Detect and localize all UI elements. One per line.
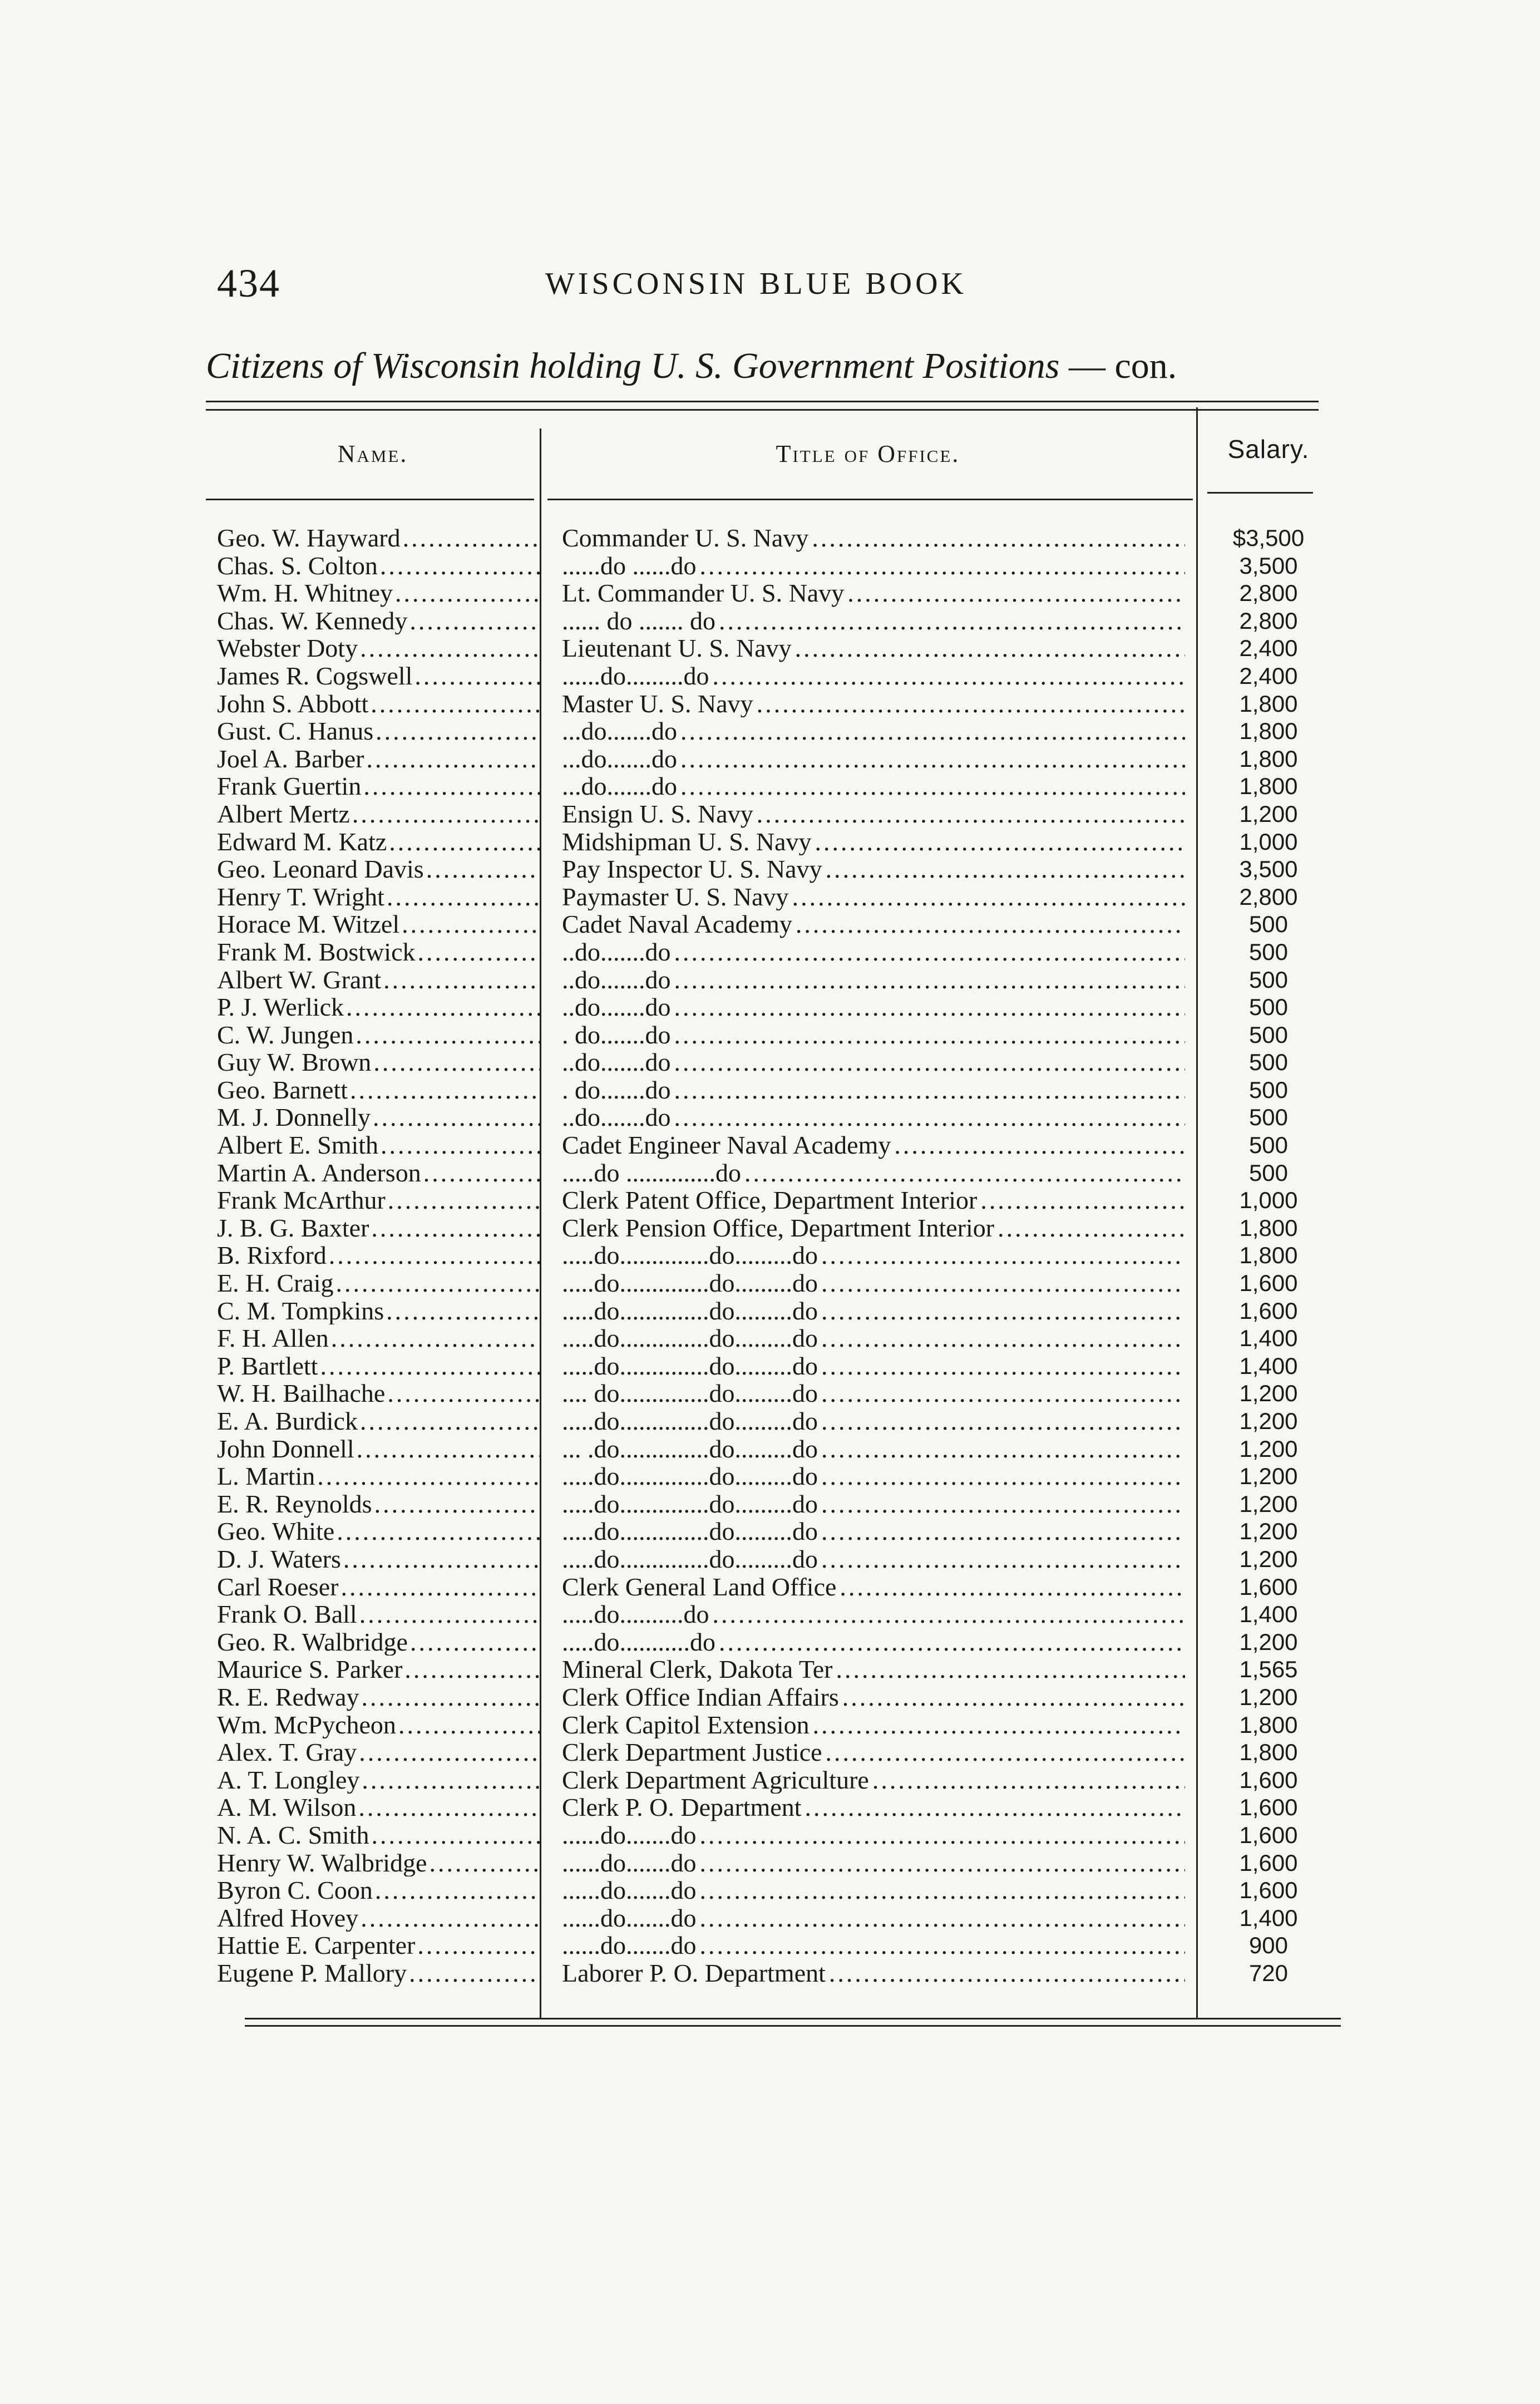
office-cell: .....do..............do.........do ..... bbox=[562, 1545, 1185, 1573]
name-cell: James R. Cogswell ..... bbox=[217, 662, 540, 690]
salary-cell: 2,400 bbox=[1239, 662, 1298, 689]
table-row bbox=[206, 1518, 1341, 1545]
office-cell: ..do.......do ..... bbox=[562, 966, 1185, 994]
office-cell: ..do.......do ..... bbox=[562, 993, 1185, 1021]
office-cell: .....do..........do ..... bbox=[562, 1600, 1185, 1628]
name-cell: Hattie E. Carpenter ..... bbox=[217, 1932, 540, 1959]
name-cell: Chas. S. Colton ..... bbox=[217, 552, 540, 580]
name-cell: Frank M. Bostwick ..... bbox=[217, 938, 540, 966]
office-cell: Clerk Department Agriculture ..... bbox=[562, 1766, 1185, 1794]
table-row bbox=[206, 1932, 1341, 1959]
name-cell: Frank Guertin ..... bbox=[217, 772, 540, 800]
name-cell: Wm. McPycheon ..... bbox=[217, 1711, 540, 1739]
table-row bbox=[206, 1821, 1341, 1849]
table-row bbox=[206, 1849, 1341, 1877]
salary-cell: 500 bbox=[1248, 1104, 1289, 1131]
table-row bbox=[206, 1435, 1341, 1463]
name-cell: F. H. Allen ..... bbox=[217, 1324, 540, 1352]
name-cell: Alfred Hovey ..... bbox=[217, 1904, 540, 1932]
name-cell: Geo. Barnett ..... bbox=[217, 1076, 540, 1104]
salary-cell: 500 bbox=[1248, 1132, 1289, 1159]
salary-cell: $3,500 bbox=[1232, 525, 1305, 551]
salary-cell: 2,800 bbox=[1239, 607, 1298, 634]
name-cell: Albert W. Grant ..... bbox=[217, 966, 540, 994]
salary-cell: 1,565 bbox=[1239, 1656, 1298, 1683]
salary-cell: 1,200 bbox=[1239, 1435, 1298, 1462]
salary-cell: 1,200 bbox=[1239, 1408, 1298, 1434]
table-row bbox=[206, 800, 1341, 828]
salary-cell: 1,400 bbox=[1239, 1601, 1298, 1628]
office-cell: Clerk General Land Office ..... bbox=[562, 1573, 1185, 1601]
office-cell: Lt. Commander U. S. Navy ..... bbox=[562, 579, 1185, 607]
office-cell: ..do.......do ..... bbox=[562, 938, 1185, 966]
name-cell: Alex. T. Gray ..... bbox=[217, 1738, 540, 1766]
name-cell: E. R. Reynolds ..... bbox=[217, 1490, 540, 1518]
office-cell: Clerk Pension Office, Department Interior ..... bbox=[562, 1214, 1185, 1242]
table-row bbox=[206, 855, 1341, 883]
salary-cell: 1,200 bbox=[1239, 800, 1298, 827]
positions-table bbox=[206, 401, 1341, 2023]
table-row bbox=[206, 1683, 1341, 1711]
name-cell: B. Rixford ..... bbox=[217, 1242, 540, 1269]
name-cell: P. J. Werlick ..... bbox=[217, 993, 540, 1021]
table-row bbox=[206, 579, 1341, 607]
name-cell: C. M. Tompkins ..... bbox=[217, 1297, 540, 1325]
name-cell: Geo. W. Hayward ..... bbox=[217, 524, 540, 552]
salary-cell: 900 bbox=[1248, 1932, 1289, 1959]
table-row bbox=[206, 1462, 1341, 1490]
name-cell: Eugene P. Mallory ..... bbox=[217, 1959, 540, 1987]
name-cell: John S. Abbott ..... bbox=[217, 690, 540, 718]
name-cell: N. A. C. Smith ..... bbox=[217, 1821, 540, 1849]
table-row bbox=[206, 662, 1341, 690]
office-cell: Lieutenant U. S. Navy ..... bbox=[562, 634, 1185, 662]
office-cell: .....do ..............do ..... bbox=[562, 1159, 1185, 1187]
name-cell: Geo. Leonard Davis ..... bbox=[217, 855, 540, 883]
name-cell: Guy W. Brown ..... bbox=[217, 1048, 540, 1076]
office-cell: ......do.......do ..... bbox=[562, 1932, 1185, 1959]
salary-cell: 1,200 bbox=[1239, 1545, 1298, 1572]
office-cell: Ensign U. S. Navy ..... bbox=[562, 800, 1185, 828]
table-row bbox=[206, 634, 1341, 662]
name-cell: J. B. G. Baxter ..... bbox=[217, 1214, 540, 1242]
table-row bbox=[206, 745, 1341, 773]
office-cell: Mineral Clerk, Dakota Ter ..... bbox=[562, 1656, 1185, 1683]
salary-cell: 500 bbox=[1248, 994, 1289, 1021]
table-row bbox=[206, 1904, 1341, 1932]
salary-cell: 500 bbox=[1248, 938, 1289, 965]
table-row bbox=[206, 1242, 1341, 1269]
table-row bbox=[206, 883, 1341, 911]
office-cell: . do.......do ..... bbox=[562, 1021, 1185, 1049]
salary-cell: 1,800 bbox=[1239, 1711, 1298, 1738]
office-cell: ..do.......do ..... bbox=[562, 1048, 1185, 1076]
salary-cell: 500 bbox=[1248, 911, 1289, 938]
table-row bbox=[206, 1628, 1341, 1656]
table-row bbox=[206, 1159, 1341, 1187]
salary-cell: 2,800 bbox=[1239, 883, 1298, 910]
salary-cell: 1,800 bbox=[1239, 773, 1298, 800]
name-cell: C. W. Jungen ..... bbox=[217, 1021, 540, 1049]
table-row bbox=[206, 1186, 1341, 1214]
salary-cell: 1,800 bbox=[1239, 745, 1298, 772]
table-row bbox=[206, 1214, 1341, 1242]
table-row bbox=[206, 1352, 1341, 1380]
name-cell: John Donnell ..... bbox=[217, 1435, 540, 1463]
table-row bbox=[206, 1545, 1341, 1573]
name-cell: M. J. Donnelly ..... bbox=[217, 1104, 540, 1131]
table-row bbox=[206, 1738, 1341, 1766]
office-cell: Clerk Patent Office, Department Interior ..... bbox=[562, 1186, 1185, 1214]
office-cell: Laborer P. O. Department ..... bbox=[562, 1959, 1185, 1987]
column-header-salary: Salary. bbox=[1227, 435, 1310, 464]
salary-cell: 2,400 bbox=[1239, 635, 1298, 662]
name-cell: P. Bartlett ..... bbox=[217, 1352, 540, 1380]
name-cell: Geo. R. Walbridge ..... bbox=[217, 1628, 540, 1656]
salary-cell: 1,600 bbox=[1239, 1766, 1298, 1793]
table-bottom-rule bbox=[245, 2018, 1341, 2027]
name-cell: Martin A. Anderson ..... bbox=[217, 1159, 540, 1187]
table-row bbox=[206, 938, 1341, 966]
table-row bbox=[206, 1076, 1341, 1104]
name-cell: A. M. Wilson ..... bbox=[217, 1794, 540, 1821]
salary-cell: 1,800 bbox=[1239, 1242, 1298, 1269]
salary-cell: 1,200 bbox=[1239, 1463, 1298, 1490]
salary-cell: 1,600 bbox=[1239, 1821, 1298, 1848]
salary-cell: 1,600 bbox=[1239, 1573, 1298, 1600]
name-cell: A. T. Longley ..... bbox=[217, 1766, 540, 1794]
column-header-name: Name. bbox=[337, 440, 408, 467]
office-cell: .... do..............do.........do ..... bbox=[562, 1380, 1185, 1407]
table-row bbox=[206, 1600, 1341, 1628]
salary-cell: 1,400 bbox=[1239, 1325, 1298, 1352]
name-cell: Gust. C. Hanus ..... bbox=[217, 717, 540, 745]
table-row bbox=[206, 1324, 1341, 1352]
table-caption-text: Citizens of Wisconsin holding U. S. Government Positions bbox=[206, 346, 1060, 386]
column-header-office: Title of Office. bbox=[776, 440, 960, 467]
page-header bbox=[217, 260, 1319, 311]
page-number: 434 bbox=[217, 261, 280, 306]
salary-cell: 1,200 bbox=[1239, 1628, 1298, 1655]
office-cell: ......do.......do ..... bbox=[562, 1821, 1185, 1849]
table-row bbox=[206, 1656, 1341, 1683]
salary-cell: 1,200 bbox=[1239, 1518, 1298, 1545]
table-caption bbox=[206, 345, 1319, 387]
salary-header-rule bbox=[1207, 492, 1313, 494]
office-cell: Master U. S. Navy ..... bbox=[562, 690, 1185, 718]
name-cell: D. J. Waters ..... bbox=[217, 1545, 540, 1573]
table-row bbox=[206, 690, 1341, 718]
office-cell: ......do ......do ..... bbox=[562, 552, 1185, 580]
table-row bbox=[206, 993, 1341, 1021]
office-cell: .....do..............do.........do ..... bbox=[562, 1518, 1185, 1545]
table-row bbox=[206, 1794, 1341, 1821]
table-row bbox=[206, 524, 1341, 552]
office-cell: ......do.......do ..... bbox=[562, 1876, 1185, 1904]
office-cell: .....do..............do.........do ..... bbox=[562, 1269, 1185, 1297]
salary-cell: 1,400 bbox=[1239, 1904, 1298, 1931]
name-cell: Geo. White ..... bbox=[217, 1518, 540, 1545]
office-cell: ...... do ....... do ..... bbox=[562, 607, 1185, 635]
salary-cell: 1,800 bbox=[1239, 690, 1298, 717]
salary-cell: 1,600 bbox=[1239, 1297, 1298, 1324]
name-header-rule bbox=[206, 499, 534, 500]
salary-cell: 1,600 bbox=[1239, 1877, 1298, 1904]
office-cell: .....do..............do.........do ..... bbox=[562, 1462, 1185, 1490]
salary-cell: 1,600 bbox=[1239, 1794, 1298, 1821]
office-cell: Clerk Capitol Extension ..... bbox=[562, 1711, 1185, 1739]
salary-cell: 1,000 bbox=[1239, 1187, 1298, 1214]
office-cell: Clerk Office Indian Affairs ..... bbox=[562, 1683, 1185, 1711]
table-row bbox=[206, 966, 1341, 994]
salary-cell: 1,800 bbox=[1239, 718, 1298, 745]
salary-cell: 2,800 bbox=[1239, 580, 1298, 607]
office-cell: ...do.......do ..... bbox=[562, 772, 1185, 800]
office-cell: ... .do..............do.........do ..... bbox=[562, 1435, 1185, 1463]
table-row bbox=[206, 772, 1341, 800]
name-cell: Edward M. Katz ..... bbox=[217, 828, 540, 856]
table-row bbox=[206, 1490, 1341, 1518]
name-cell: Henry T. Wright ..... bbox=[217, 883, 540, 911]
table-row bbox=[206, 1021, 1341, 1049]
salary-cell: 500 bbox=[1248, 1076, 1289, 1103]
salary-cell: 1,200 bbox=[1239, 1683, 1298, 1710]
office-cell: .....do..............do.........do ..... bbox=[562, 1324, 1185, 1352]
office-cell: Cadet Naval Academy ..... bbox=[562, 910, 1185, 938]
salary-cell: 500 bbox=[1248, 1049, 1289, 1076]
table-row bbox=[206, 1766, 1341, 1794]
table-caption-suffix: — con. bbox=[1059, 346, 1177, 386]
salary-cell: 1,200 bbox=[1239, 1380, 1298, 1407]
office-cell: Clerk P. O. Department ..... bbox=[562, 1794, 1185, 1821]
office-cell: .....do..............do.........do ..... bbox=[562, 1297, 1185, 1325]
name-cell: Frank O. Ball ..... bbox=[217, 1600, 540, 1628]
name-cell: Joel A. Barber ..... bbox=[217, 745, 540, 773]
office-cell: .....do..............do.........do ..... bbox=[562, 1490, 1185, 1518]
office-cell: ......do.........do ..... bbox=[562, 662, 1185, 690]
salary-cell: 500 bbox=[1248, 1021, 1289, 1048]
office-cell: .....do...........do ..... bbox=[562, 1628, 1185, 1656]
table-row bbox=[206, 1407, 1341, 1435]
salary-cell: 500 bbox=[1248, 966, 1289, 993]
table-row bbox=[206, 1573, 1341, 1601]
salary-cell: 3,500 bbox=[1239, 552, 1298, 579]
table-row bbox=[206, 910, 1341, 938]
office-cell: Commander U. S. Navy ..... bbox=[562, 524, 1185, 552]
office-cell: Clerk Department Justice ..... bbox=[562, 1738, 1185, 1766]
name-cell: Albert E. Smith ..... bbox=[217, 1131, 540, 1159]
table-body bbox=[206, 524, 1341, 1987]
table-row bbox=[206, 1048, 1341, 1076]
salary-cell: 1,600 bbox=[1239, 1270, 1298, 1297]
name-cell: E. H. Craig ..... bbox=[217, 1269, 540, 1297]
table-top-rule bbox=[206, 401, 1319, 411]
name-cell: Albert Mertz ..... bbox=[217, 800, 540, 828]
name-cell: Horace M. Witzel ..... bbox=[217, 910, 540, 938]
salary-cell: 720 bbox=[1248, 1959, 1289, 1986]
table-row bbox=[206, 1711, 1341, 1739]
name-cell: Carl Roeser ..... bbox=[217, 1573, 540, 1601]
office-cell: . do.......do ..... bbox=[562, 1076, 1185, 1104]
salary-cell: 1,200 bbox=[1239, 1490, 1298, 1517]
name-cell: Henry W. Walbridge ..... bbox=[217, 1849, 540, 1877]
salary-cell: 3,500 bbox=[1239, 856, 1298, 883]
table-row bbox=[206, 607, 1341, 635]
name-cell: L. Martin ..... bbox=[217, 1462, 540, 1490]
office-cell: ...do.......do ..... bbox=[562, 717, 1185, 745]
office-cell: .....do..............do.........do ..... bbox=[562, 1242, 1185, 1269]
salary-cell: 1,600 bbox=[1239, 1849, 1298, 1876]
name-cell: R. E. Redway ..... bbox=[217, 1683, 540, 1711]
office-cell: Pay Inspector U. S. Navy ..... bbox=[562, 855, 1185, 883]
salary-cell: 1,400 bbox=[1239, 1352, 1298, 1379]
salary-cell: 1,800 bbox=[1239, 1214, 1298, 1241]
table-row bbox=[206, 1876, 1341, 1904]
name-cell: W. H. Bailhache ..... bbox=[217, 1380, 540, 1407]
salary-cell: 1,000 bbox=[1239, 828, 1298, 855]
office-header-rule bbox=[547, 499, 1193, 500]
name-cell: Byron C. Coon ..... bbox=[217, 1876, 540, 1904]
table-row bbox=[206, 1104, 1341, 1131]
table-row bbox=[206, 1297, 1341, 1325]
table-row bbox=[206, 552, 1341, 580]
name-cell: Frank McArthur ..... bbox=[217, 1186, 540, 1214]
table-row bbox=[206, 1269, 1341, 1297]
running-title: WISCONSIN BLUE BOOK bbox=[545, 267, 967, 301]
office-cell: Paymaster U. S. Navy ..... bbox=[562, 883, 1185, 911]
office-cell: Cadet Engineer Naval Academy ..... bbox=[562, 1131, 1185, 1159]
table-row bbox=[206, 828, 1341, 856]
name-cell: E. A. Burdick ..... bbox=[217, 1407, 540, 1435]
office-cell: Midshipman U. S. Navy ..... bbox=[562, 828, 1185, 856]
table-row bbox=[206, 1959, 1341, 1987]
office-cell: ......do.......do ..... bbox=[562, 1904, 1185, 1932]
salary-cell: 1,800 bbox=[1239, 1739, 1298, 1766]
name-cell: Webster Doty ..... bbox=[217, 634, 540, 662]
salary-cell: 500 bbox=[1248, 1159, 1289, 1186]
table-row bbox=[206, 1131, 1341, 1159]
table-row bbox=[206, 1380, 1341, 1407]
name-cell: Maurice S. Parker ..... bbox=[217, 1656, 540, 1683]
table-row bbox=[206, 717, 1341, 745]
name-cell: Chas. W. Kennedy ..... bbox=[217, 607, 540, 635]
office-cell: ..do.......do ..... bbox=[562, 1104, 1185, 1131]
office-cell: ......do.......do ..... bbox=[562, 1849, 1185, 1877]
office-cell: .....do..............do.........do ..... bbox=[562, 1352, 1185, 1380]
office-cell: ...do.......do ..... bbox=[562, 745, 1185, 773]
name-cell: Wm. H. Whitney ..... bbox=[217, 579, 540, 607]
office-cell: .....do..............do.........do ..... bbox=[562, 1407, 1185, 1435]
